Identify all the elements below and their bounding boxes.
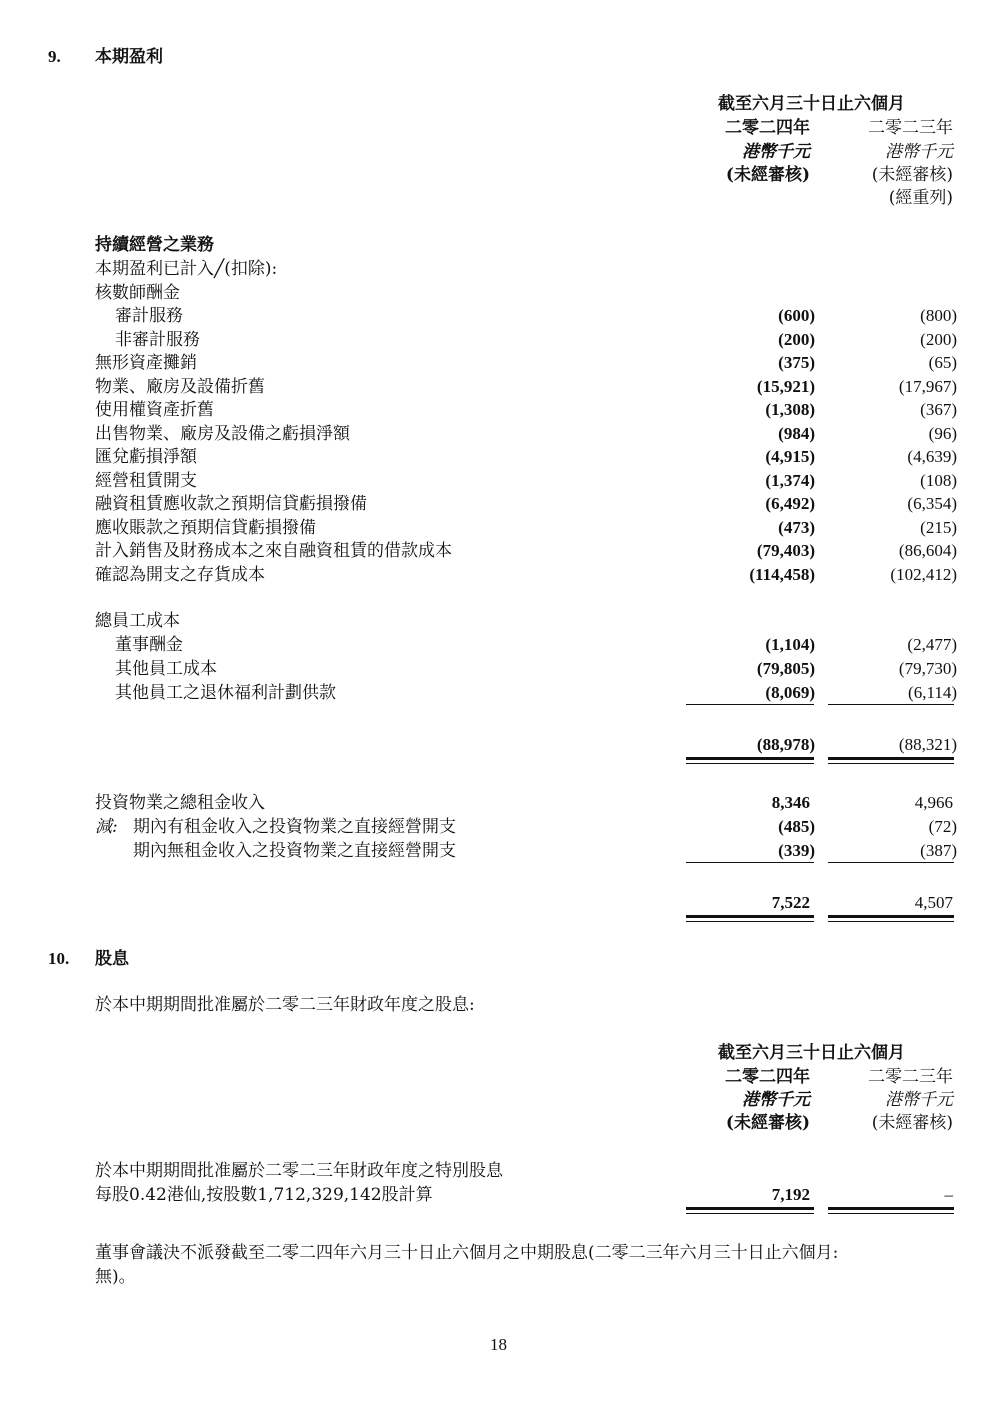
row-value-2023: (215) [920, 518, 957, 537]
row-label: 匯兌虧損淨額 [95, 447, 197, 467]
period-header: 截至六月三十日止六個月 [718, 94, 905, 114]
staff-row-label: 董事酬金 [115, 635, 183, 655]
staff-row-value-2024: (79,805) [756, 659, 815, 678]
row-value-2024: (114,458) [749, 565, 815, 584]
row-value-2023: (86,604) [898, 541, 957, 560]
col1-year: 二零二四年 [725, 118, 810, 138]
dividend-note-line1: 董事會議決不派發截至二零二四年六月三十日止六個月之中期股息(二零二三年六月三十日止六個月: [95, 1243, 839, 1263]
row-value-2024: (375) [778, 353, 815, 372]
row-value-2023: (96) [928, 424, 957, 443]
row-value-2024: (200) [778, 330, 815, 349]
row-value-2023: (17,967) [898, 377, 957, 396]
rental-less1-label: 期內有租金收入之投資物業之直接經營開支 [133, 817, 456, 837]
dividend-double-rule-1b [686, 1213, 814, 1214]
row-label: 出售物業、廠房及設備之虧損淨額 [95, 424, 350, 444]
row-label: 審計服務 [115, 306, 183, 326]
col1-audit: (未經審核) [725, 165, 810, 185]
row-label: 應收賬款之預期信貸虧損撥備 [95, 518, 316, 538]
row-value-2023: (4,639) [907, 447, 957, 466]
dividend-note-line2: 無)。 [95, 1267, 136, 1287]
col2-restated: (經重列) [888, 188, 953, 208]
staff-row-value-2023: (79,730) [898, 659, 957, 678]
row-value-2023: (102,412) [890, 565, 957, 584]
staff-row-label: 其他員工成本 [115, 659, 217, 679]
rental-subtotal-rule-2 [828, 862, 954, 863]
row-value-2023: (367) [920, 400, 957, 419]
section-9-number: 9. [48, 47, 61, 66]
row-value-2023: (108) [920, 471, 957, 490]
row-value-2024: (79,403) [756, 541, 815, 560]
col2-year: 二零二三年 [868, 118, 953, 138]
row-label: 融資租賃應收款之預期信貸虧損撥備 [95, 494, 367, 514]
page-number: 18 [490, 1335, 507, 1354]
dividend-col2-audit: (未經審核) [871, 1113, 953, 1133]
rental-less1-2023: (72) [928, 817, 957, 836]
dividend-col2-year: 二零二三年 [868, 1067, 953, 1087]
rental-subtotal-rule-1 [686, 862, 814, 863]
col1-unit: 港幣千元 [742, 142, 810, 162]
dividend-period-header: 截至六月三十日止六個月 [718, 1043, 905, 1063]
rental-net-2024: 7,522 [771, 893, 810, 912]
rental-net-2023: 4,507 [914, 893, 953, 912]
row-value-2024: (15,921) [756, 377, 815, 396]
col2-unit: 港幣千元 [885, 142, 953, 162]
row-label: 計入銷售及財務成本之來自融資租賃的借款成本 [95, 541, 452, 561]
row-label: 使用權資產折舊 [95, 400, 214, 420]
staff-row-value-2023: (2,477) [907, 635, 957, 654]
row-value-2024: (6,492) [765, 494, 815, 513]
row-value-2023: (800) [920, 306, 957, 325]
staff-subtotal-rule-2 [828, 704, 954, 705]
row-value-2024: (473) [778, 518, 815, 537]
rental-less1-2024: (485) [778, 817, 815, 836]
staff-row-label: 其他員工之退休福利計劃供款 [115, 683, 336, 703]
row-value-2024: (600) [778, 306, 815, 325]
dividend-col1-year: 二零二四年 [725, 1067, 810, 1087]
row-value-2024: (4,915) [765, 447, 815, 466]
rental-net-double-rule-1b [686, 921, 814, 922]
row-label: 確認為開支之存貨成本 [95, 565, 265, 585]
staff-total-2024: (88,978) [756, 735, 815, 754]
row-label: 經營租賃開支 [95, 471, 197, 491]
rental-gross-2023: 4,966 [914, 793, 953, 812]
row-value-2023: (65) [928, 353, 957, 372]
col2-audit: (未經審核) [871, 165, 953, 185]
intro-text: 本期盈利已計入╱(扣除): [95, 259, 278, 279]
row-label: 無形資產攤銷 [95, 353, 197, 373]
row-value-2024: (1,308) [765, 400, 815, 419]
dividend-col1-audit: (未經審核) [725, 1113, 810, 1133]
rental-less2-2024: (339) [778, 841, 815, 860]
staff-total-2023: (88,321) [898, 735, 957, 754]
row-value-2024: (1,374) [765, 471, 815, 490]
rental-net-double-rule-2b [828, 921, 954, 922]
row-value-2023: (6,354) [907, 494, 957, 513]
row-label: 非審計服務 [115, 330, 200, 350]
row-value-2023: (200) [920, 330, 957, 349]
dividend-intro: 於本中期期間批准屬於二零二三年財政年度之股息: [95, 995, 475, 1015]
row-value-2024: (984) [778, 424, 815, 443]
staff-heading: 總員工成本 [95, 611, 180, 631]
special-dividend-line1: 於本中期期間批准屬於二零二三年財政年度之特別股息 [95, 1161, 503, 1181]
rental-less2-label: 期內無租金收入之投資物業之直接經營開支 [133, 841, 456, 861]
rental-less2-2023: (387) [920, 841, 957, 860]
staff-total-double-rule-2b [828, 763, 954, 764]
special-dividend-2023: – [944, 1185, 953, 1204]
special-dividend-line2: 每股0.42港仙,按股數1,712,329,142股計算 [95, 1185, 433, 1205]
staff-total-double-rule-1b [686, 763, 814, 764]
row-label: 物業、廠房及設備折舊 [95, 377, 265, 397]
staff-row-value-2024: (8,069) [765, 683, 815, 702]
dividend-double-rule-2b [828, 1213, 954, 1214]
less-prefix: 減: [95, 817, 118, 837]
staff-subtotal-rule-1 [686, 704, 814, 705]
subheading-continuing: 持續經營之業務 [95, 235, 214, 255]
special-dividend-2024: 7,192 [771, 1185, 810, 1204]
auditor-heading: 核數師酬金 [95, 283, 180, 303]
rental-gross-2024: 8,346 [771, 793, 810, 812]
section-10-number: 10. [48, 949, 70, 968]
dividend-col1-unit: 港幣千元 [742, 1090, 810, 1110]
section-9-title: 本期盈利 [95, 47, 163, 67]
dividend-col2-unit: 港幣千元 [885, 1090, 953, 1110]
staff-row-value-2024: (1,104) [765, 635, 815, 654]
rental-gross-label: 投資物業之總租金收入 [95, 793, 265, 813]
staff-row-value-2023: (6,114) [908, 683, 957, 702]
section-10-title: 股息 [95, 949, 129, 969]
